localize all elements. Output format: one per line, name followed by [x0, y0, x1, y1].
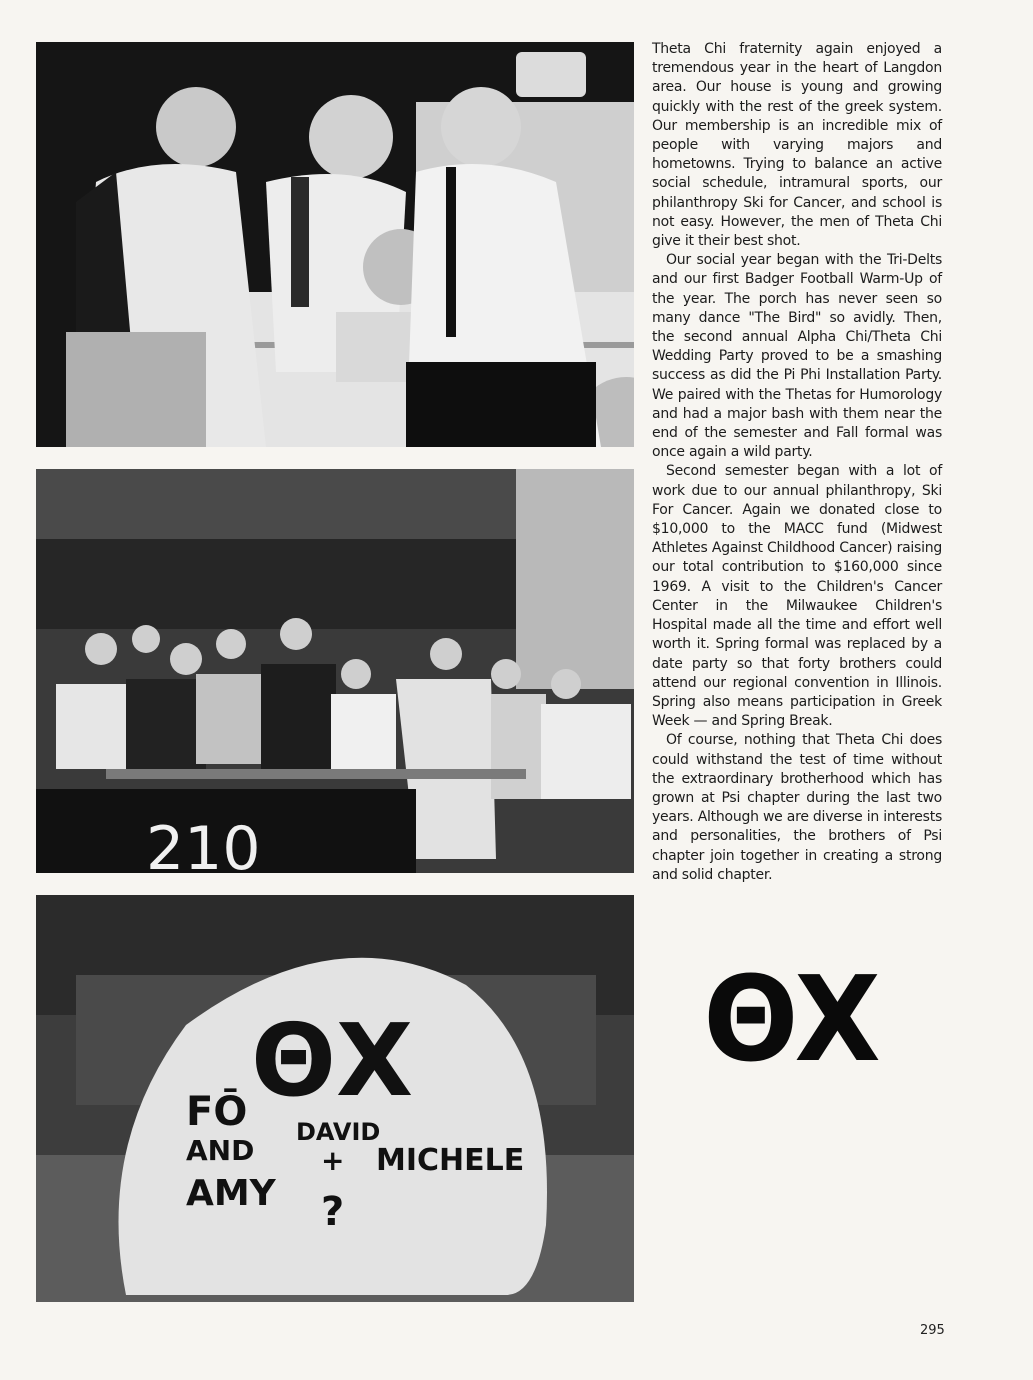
theta-chi-logo: ΘΧ — [703, 951, 877, 1089]
photo-students-by-police-car — [36, 42, 634, 447]
paragraph-4: Of course, nothing that Theta Chi does could withstand the test of time without the extraordinary brotherhood which has grown at Psi chapter during the last two years. Although we are diverse in interests and personalities, the brothers of Psi chapter join together in creating a strong and solid chapter. — [652, 732, 942, 883]
paragraph-2: Our social year began with the Tri-Delts and our first Badger Football Warm-Up of the year. The porch has never seen so many dance "The Bird" so avidly. Then, the second annual Alpha Chi/Theta Chi Wedding Party proved to be a smashing success as did the Pi Phi Installation Party. We paired with the Thetas for Humorology and had a major bash with them near the end of the semester and Fall formal was once again a wild party. — [652, 252, 942, 461]
paragraph-3: Second semester began with a lot of work due to our annual philanthropy, Ski For Cancer. Again we donated close to $10,000 to the MACC fund (Midwest Athletes Against Childhood Cancer) raising our total contribution to $160,000 since 1969. A visit to the Children's Cancer Center in the Milwaukee Children's Hospital made all the time and effort well worth it. Spring formal was replaced by a date party so that forty brothers could attend our regional convention in Illinois. Spring also means participation in Greek Week — and Spring Break. — [652, 463, 942, 730]
svg-text:ΘΧ: ΘΧ — [251, 1002, 414, 1119]
svg-text:MICHELE: MICHELE — [376, 1143, 525, 1178]
photo-group-at-ski-for-cancer-table — [36, 469, 634, 873]
svg-text:FŌ: FŌ — [186, 1089, 248, 1135]
svg-text:DAVID: DAVID — [296, 1118, 381, 1146]
svg-text:+: + — [321, 1144, 345, 1177]
svg-text:?: ? — [321, 1189, 345, 1235]
page-number: 295 — [920, 1323, 945, 1338]
paragraph-1: Theta Chi fraternity again enjoyed a tremendous year in the heart of Langdon area. Our house is young and growing quickly with the rest of the greek system. Our membership is an incredible mix of people with varying majors and hometowns. Trying to balance an active social schedule, intramural sports, our philanthropy Ski for Cancer, and school is not easy. However, the men of Theta Chi give it their best shot. — [652, 41, 942, 250]
svg-text:AMY: AMY — [186, 1173, 276, 1214]
sign-210: 210 — [146, 814, 261, 873]
svg-text:AND: AND — [186, 1134, 255, 1167]
photo-painted-rock — [36, 895, 634, 1302]
article-text — [652, 40, 942, 885]
